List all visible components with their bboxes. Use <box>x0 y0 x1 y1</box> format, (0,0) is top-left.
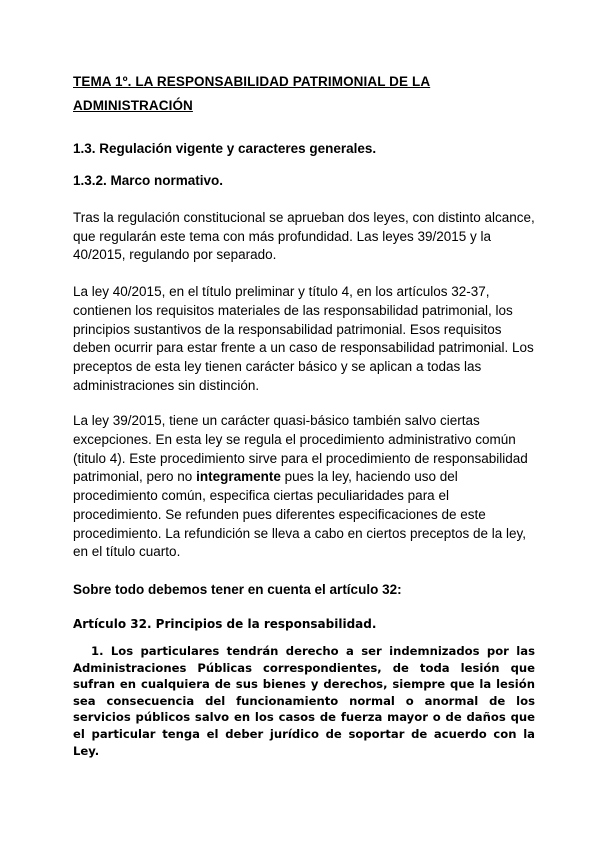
paragraph-ley-40-2015: La ley 40/2015, en el título preliminar y título 4, en los artículos 32-37, contienen los requisitos materiales de las responsabilidad patrimonial, los principios sustantivos de la responsabilidad patrimonial. Esos requisitos deben ocurrir para estar frente a un caso de responsabilidad patrimonial. Los preceptos de esta ley tienen carácter básico y se aplican a todas las administraciones sin distinción. <box>73 284 534 393</box>
article-32-title: Artículo 32. Principios de la responsabilidad. <box>73 616 377 631</box>
document-title-line-2: ADMINISTRACIÓN <box>73 98 193 113</box>
paragraph-ley-39-2015-part-1: La ley 39/2015, tiene un carácter quasi-básico también salvo ciertas excepciones. En esta ley se regula el procedimiento administrativo común (titulo 4). Este procedimiento sirve para el procedimiento de responsabilidad patrimonial, pero no <box>73 413 528 485</box>
document-page <box>73 70 535 759</box>
document-title-line-1: TEMA 1º. LA RESPONSABILIDAD PATRIMONIAL DE LA <box>73 74 431 89</box>
paragraph-ley-39-2015-emphasis: integramente <box>196 469 281 485</box>
document-title <box>73 70 535 118</box>
article-32-paragraph-1: 1. Los particulares tendrán derecho a ser indemnizados por las Administraciones Públicas correspondientes, de toda lesión que sufran en cualquiera de sus bienes y derechos, siempre que la lesión sea consecuencia del funcionamiento normal o anormal de los servicios públicos salvo en los casos de fuerza mayor o de daños que el particular tenga el deber jurídico de soportar de acuerdo con la Ley. <box>73 643 535 758</box>
paragraph-ley-39-2015 <box>73 412 535 562</box>
section-heading: 1.3. Regulación vigente y caracteres generales. <box>73 141 377 156</box>
subsection-heading: 1.3.2. Marco normativo. <box>73 173 224 188</box>
emphasis-heading: Sobre todo debemos tener en cuenta el artículo 32: <box>73 581 402 597</box>
paragraph-intro: Tras la regulación constitucional se aprueban dos leyes, con distinto alcance, que regularán este tema con más profundidad. Las leyes 39/2015 y la 40/2015, regulando por separado. <box>73 210 535 263</box>
paragraph-ley-39-2015-part-2: pues la ley, haciendo uso del procedimiento común, especifica ciertas peculiaridades para el procedimiento. Se refunden pues diferentes especificaciones de este procedimiento. La refundición se lleva a cabo en ciertos preceptos de la ley, en el título cuarto. <box>73 469 527 560</box>
